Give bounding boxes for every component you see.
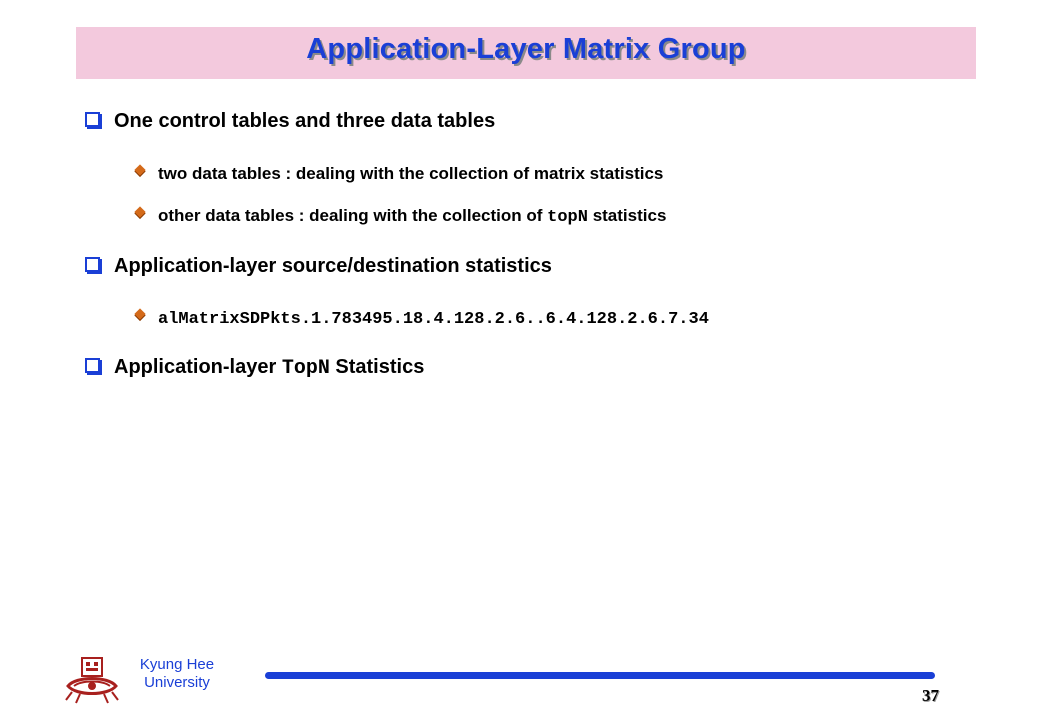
- bullet-level2: [136, 307, 709, 331]
- bullet-level1: [85, 254, 552, 278]
- code-term: topN: [547, 208, 588, 227]
- bullet-level1: [85, 355, 424, 381]
- bullet-level1: [85, 109, 495, 133]
- diamond-bullet-icon: [134, 308, 145, 319]
- checkbox-bullet-icon: [85, 112, 100, 127]
- university-name: [122, 656, 232, 692]
- bullet-level2: [136, 205, 666, 229]
- diamond-bullet-icon: [134, 206, 145, 217]
- code-term: TopN: [281, 357, 330, 380]
- university-logo-icon: [64, 656, 120, 706]
- footer-rule: [265, 672, 935, 679]
- title-band: [76, 27, 976, 79]
- bullet-text: Application-layer source/destination statistics: [114, 255, 552, 277]
- bullet-text-prefix: Application-layer: [114, 356, 282, 378]
- bullet-text-prefix: other data tables : dealing with the collection of: [158, 206, 548, 225]
- diamond-bullet-icon: [134, 164, 145, 175]
- bullet-text: One control tables and three data tables: [114, 110, 496, 132]
- checkbox-bullet-icon: [85, 358, 100, 373]
- bullet-level2: [136, 163, 663, 185]
- bullet-text: two data tables : dealing with the collection of matrix statistics: [158, 164, 664, 183]
- checkbox-bullet-icon: [85, 257, 100, 272]
- university-name-line1: Kyung Hee: [139, 656, 215, 673]
- slide-title: Application-Layer Matrix Group: [306, 33, 746, 65]
- page-number: 37: [922, 686, 939, 705]
- bullet-text-suffix: Statistics: [329, 356, 425, 378]
- university-name-line2: University: [144, 674, 210, 691]
- oid-code: alMatrixSDPkts.1.783495.18.4.128.2.6..6.4.128.2.6.7.34: [158, 310, 709, 329]
- bullet-text-suffix: statistics: [587, 206, 667, 225]
